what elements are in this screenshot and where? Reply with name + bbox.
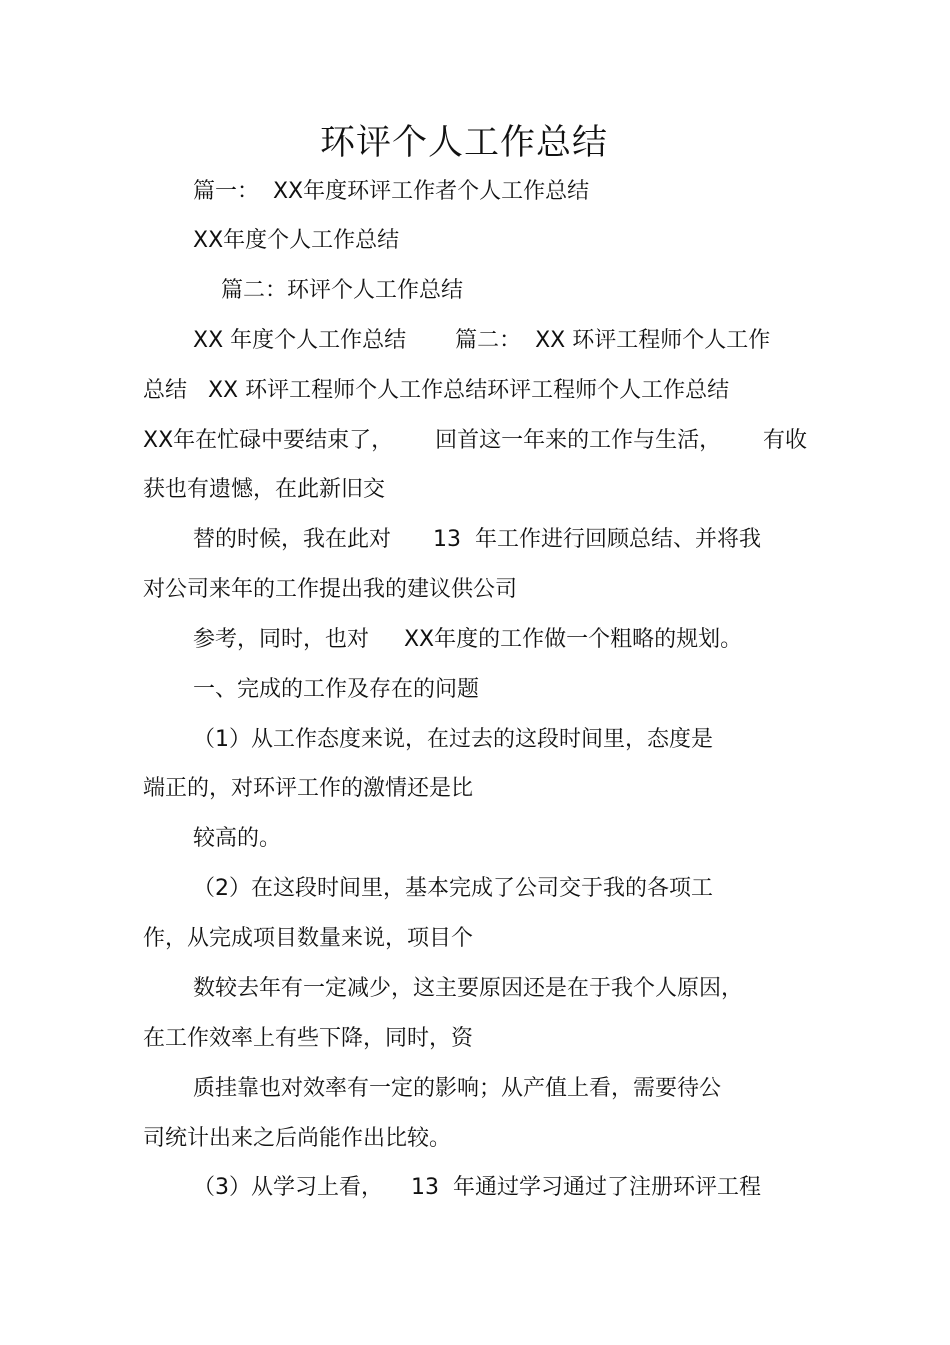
text-line-10: 参考，同时，也对 XX年度的工作做一个粗略的规划。 bbox=[193, 627, 743, 652]
text-line-3: 篇二：环评个人工作总结 bbox=[221, 278, 464, 303]
text-line-15: （2）在这段时间里，基本完成了公司交于我的各项工 bbox=[193, 876, 713, 901]
text-line-9: 对公司来年的工作提出我的建议供公司 bbox=[143, 577, 518, 602]
text-line-12: （1）从工作态度来说，在过去的这段时间里，态度是 bbox=[193, 727, 713, 752]
text-line-21: （3）从学习上看， 13 年通过学习通过了注册环评工程 bbox=[193, 1175, 761, 1200]
text-line-18: 在工作效率上有些下降，同时，资 bbox=[143, 1026, 474, 1051]
text-line-17: 数较去年有一定减少，这主要原因还是在于我个人原因， bbox=[193, 976, 744, 1001]
text-line-20: 司统计出来之后尚能作出比较。 bbox=[143, 1126, 452, 1151]
text-line-14: 较高的。 bbox=[193, 826, 282, 851]
text-line-16: 作，从完成项目数量来说，项目个 bbox=[143, 926, 474, 951]
text-line-8: 替的时候，我在此对 13 年工作进行回顾总结、并将我 bbox=[193, 527, 761, 552]
text-line-2: XX年度个人工作总结 bbox=[193, 228, 400, 253]
text-line-5: 总结 XX 环评工程师个人工作总结环评工程师个人工作总结 bbox=[143, 378, 730, 403]
text-line-11: 一、完成的工作及存在的问题 bbox=[193, 677, 480, 702]
text-line-4: XX 年度个人工作总结 篇二： XX 环评工程师个人工作 bbox=[193, 328, 771, 353]
text-line-7: 获也有遗憾，在此新旧交 bbox=[143, 477, 386, 502]
text-line-1: 篇一： XX年度环评工作者个人工作总结 bbox=[193, 179, 590, 204]
text-line-19: 质挂靠也对效率有一定的影响；从产值上看，需要待公 bbox=[193, 1076, 722, 1101]
text-line-6: XX年在忙碌中要结束了， 回首这一年来的工作与生活， 有收 bbox=[143, 428, 808, 453]
text-line-13: 端正的，对环评工作的激情还是比 bbox=[143, 776, 474, 801]
page-title: 环评个人工作总结 bbox=[319, 123, 608, 163]
